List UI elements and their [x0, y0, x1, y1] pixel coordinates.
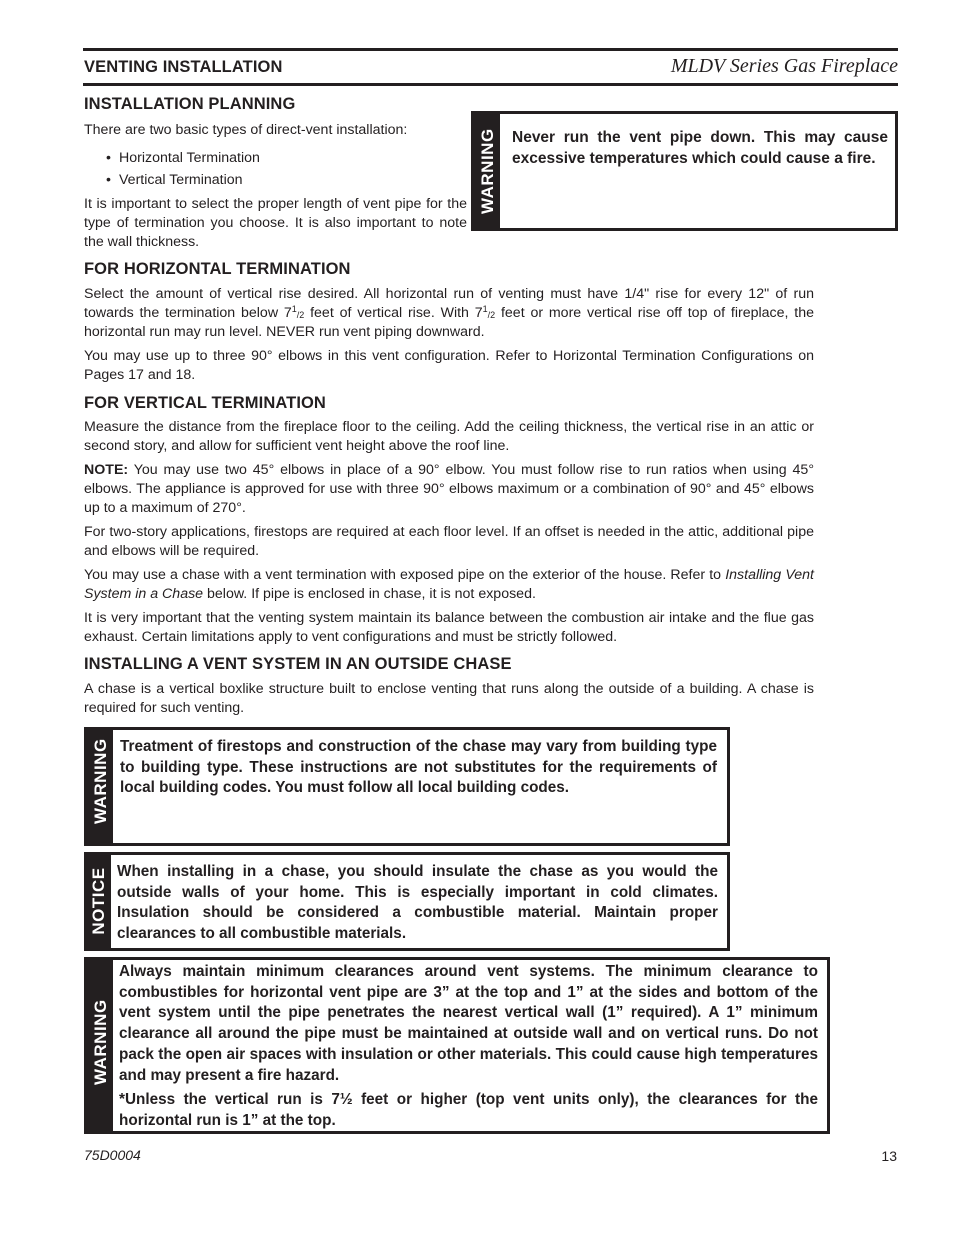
warning-clearances-footnote: *Unless the vertical run is 7½ feet or higher (top vent units only), the clearances for the horizontal run is 1” at the top.	[119, 1091, 818, 1129]
vertical-termination-paragraph-5: It is very important that the venting system maintain its balance between the combustion air intake and the flue gas exhaust. Certain limitations apply to vent configurations and must be strictly followed.	[84, 610, 814, 645]
horizontal-termination-heading: FOR HORIZONTAL TERMINATION	[84, 260, 351, 278]
vertical-termination-note: NOTE: You may use two 45° elbows in place of a 90° elbow. You must follow rise to run ratios when using 45° elbows. The appliance is approved for use with three 90° elbows maximum or a combination of 90° and 45° elbows up to a maximum of 270°.	[84, 462, 814, 516]
horizontal-termination-paragraph-2: You may use up to three 90° elbows in this vent configuration. Refer to Horizontal Termination Configurations on Pages 17 and 18.	[84, 348, 814, 383]
outside-chase-paragraph: A chase is a vertical boxlike structure built to enclose venting that runs along the outside of a building. A chase is required for such venting.	[84, 681, 814, 716]
outside-chase-heading: INSTALLING A VENT SYSTEM IN AN OUTSIDE CHASE	[84, 655, 512, 673]
notice-tag-label: NOTICE	[89, 867, 108, 935]
notice-box-chase	[84, 852, 730, 951]
bullet-vertical-termination: • Vertical Termination	[119, 171, 243, 190]
vertical-termination-paragraph-1: Measure the distance from the fireplace floor to the ceiling. Add the ceiling thickness, the vertical rise in an attic or second story, and allow for sufficient vent height above the roof line.	[84, 419, 814, 454]
header-bottom-rule	[83, 83, 898, 86]
warning-tag-label: WARNING	[91, 999, 110, 1085]
horizontal-termination-paragraph-1: Select the amount of vertical rise desired. All horizontal run of venting must have 1/4" rise for every 12" of run towards the termination below $7^1_{/2}$ feet of vertical rise. With $7^1_{/2}$ feet or more vertical rise off top of fireplace, the horizontal run may run level. NEVER run vent piping downward.	[84, 286, 814, 340]
product-title: MLDV Series Gas Fireplace	[670, 55, 898, 77]
installation-planning-paragraph: It is important to select the proper length of vent pipe for the type of termination you choose. It is also important to note the wall thickness.	[84, 196, 467, 250]
notice-tag	[87, 855, 111, 948]
warning-tag-label: WARNING	[91, 738, 110, 824]
document-number: 75D0004	[84, 1147, 141, 1163]
vertical-termination-paragraph-3: For two-story applications, firestops are required at each floor level. If an offset is needed in the attic, additional pipe and elbows will be required.	[84, 524, 814, 559]
bullet-horizontal-termination: • Horizontal Termination	[119, 149, 260, 168]
installation-planning-heading: INSTALLATION PLANNING	[84, 95, 296, 113]
vertical-termination-paragraph-4: You may use a chase with a vent termination with exposed pipe on the exterior of the house. Refer to Installing Vent System in a Chase below. If pipe is enclosed in chase, it is not exposed.	[84, 567, 814, 602]
warning-box-clearances	[84, 957, 830, 1134]
vertical-termination-heading: FOR VERTICAL TERMINATION	[84, 394, 326, 412]
warning-tag	[87, 730, 113, 843]
warning-tag-label: WARNING	[478, 128, 497, 214]
notice-chase-text: When installing in a chase, you should insulate the chase as you would the outside walls of your home. This is especially important in cold climates. Insulation should be considered a combustible material. Maintain proper clearances to all combustible materials.	[117, 863, 718, 943]
warning-tag	[87, 960, 113, 1131]
warning-vent-down-text: Never run the vent pipe down. This may cause excessive temperatures which could cause a fire.	[512, 129, 888, 167]
page-number: 13	[881, 1148, 897, 1164]
installation-planning-intro: There are two basic types of direct-vent installation:	[84, 122, 408, 138]
warning-clearances-text: Always maintain minimum clearances around vent systems. The minimum clearance to combustibles for horizontal vent pipe are 3” at the top and 1” at the sides and bottom of the vent system until the pipe penetrates the nearest vertical wall (1” required). A 1” minimum clearance all around the pipe must be maintained at outside wall and on vertical runs. Do not pack the open air spaces with insulation or other materials. This could cause high temperatures and may present a fire hazard.	[119, 963, 818, 1084]
note-label: NOTE:	[84, 462, 129, 478]
warning-tag	[474, 114, 500, 228]
header-top-rule	[83, 48, 898, 51]
warning-box-chase	[84, 727, 730, 846]
warning-chase-text: Treatment of firestops and construction of the chase may vary from building type to building type. These instructions are not substitutes for the requirements of local building codes. You must follow all local building codes.	[120, 738, 717, 797]
warning-box-vent-down	[471, 111, 898, 231]
section-title: VENTING INSTALLATION	[84, 58, 283, 76]
